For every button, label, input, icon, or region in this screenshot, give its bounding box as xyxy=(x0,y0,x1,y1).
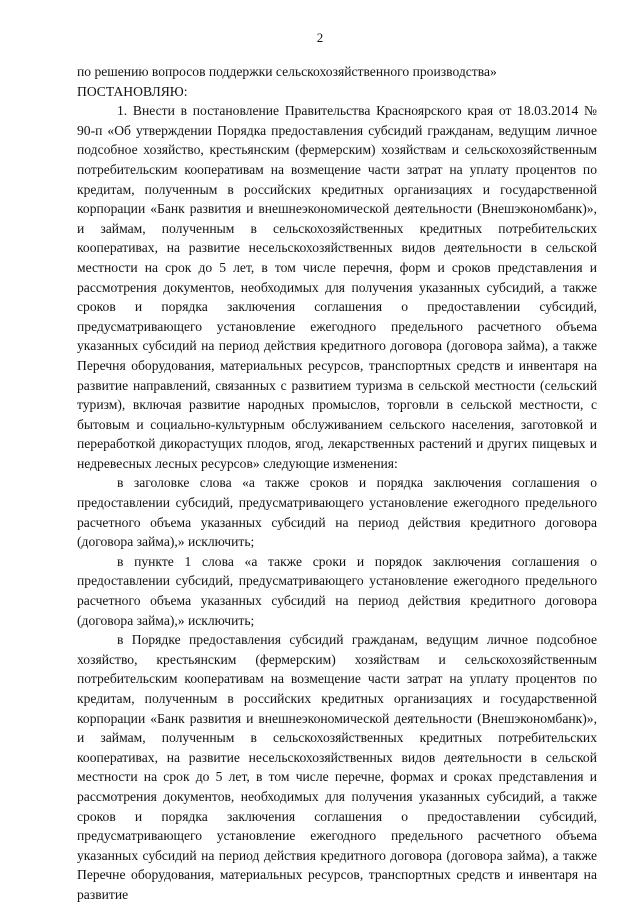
paragraph-3: в пункте 1 слова «а также сроки и порядок заключения соглашения о предоставлении субсидий, предусматривающего установление ежегодного предельного расчетного объема указанных субсидий на период действия кредитного договора (договора займа),» исключить; xyxy=(77,553,597,628)
paragraph-1: 1. Внести в постановление Правительства Красноярского края от 18.03.2014 № 90-п «Об утверждении Порядка предоставления субсидий гражданам, ведущим личное подсобное хозяйство, крестьянским (фермерским) хозяйствам и сельскохозяйственным потребительским кооперативам на возмещение части затрат на уплату процентов по кредитам, полученным в российских кредитных организациях и государственной корпорации «Банк развития и внешнеэкономической деятельности (Внешэкономбанк)», и займам, полученным в сельскохозяйственных кредитных потребительских кооперативах, на развитие несельскохозяйственных видов деятельности в сельской местности на срок до 5 лет, в том числе перечня, форм и сроков представления и рассмотрения документов, необходимых для получения указанных субсидий, а также сроков и порядка заключения соглашения о предоставлении субсидий, предусматривающего установление ежегодного предельного расчетного объема указанных субсидий на период действия кредитного договора (договора займа), а также Перечня оборудования, материальных ресурсов, транспортных средств и инвентаря на развитие направлений, связанных с развитием туризма в сельской местности (сельский туризм), включая развитие народных промыслов, торговли в сельской местности, с бытовым и социально-культурным обслуживанием сельского населения, заготовкой и переработкой дикорастущих плодов, ягод, лекарственных растений и других пищевых и недревесных лесных ресурсов» следующие изменения: xyxy=(77,103,597,471)
paragraph-4: в Порядке предоставления субсидий гражданам, ведущим личное подсобное хозяйство, крестьянским (фермерским) хозяйствам и сельскохозяйственным потребительским кооперативам на возмещение части затрат на уплату процентов по кредитам, полученным в российских кредитных организациях и государственной корпорации «Банк развития и внешнеэкономической деятельности (Внешэкономбанк)», и займам, полученным в сельскохозяйственных кредитных потребительских кооперативах, на развитие несельскохозяйственных видов деятельности в сельской местности на срок до 5 лет, в том числе перечне, формах и сроках представления и рассмотрения документов, необходимых для получения указанных субсидий, а также сроков и порядка заключения соглашения о предоставлении субсидий, предусматривающего установление ежегодного предельного расчетного объема указанных субсидий на период действия кредитного договора (договора займа), а также Перечне оборудования, материальных ресурсов, транспортных средств и инвентаря на развитие xyxy=(77,632,597,902)
lead-line: по решению вопросов поддержки сельскохозяйственного производства» xyxy=(77,64,497,79)
decree-heading: ПОСТАНОВЛЯЮ: xyxy=(77,83,188,99)
document-body xyxy=(77,62,597,905)
paragraph-2: в заголовке слова «а также сроков и порядка заключения соглашения о предоставлении субсидий, предусматривающего установление ежегодного предельного расчетного объема указанных субсидий на период действия кредитного договора (договора займа),» исключить; xyxy=(77,475,597,550)
page-number: 2 xyxy=(316,30,324,45)
